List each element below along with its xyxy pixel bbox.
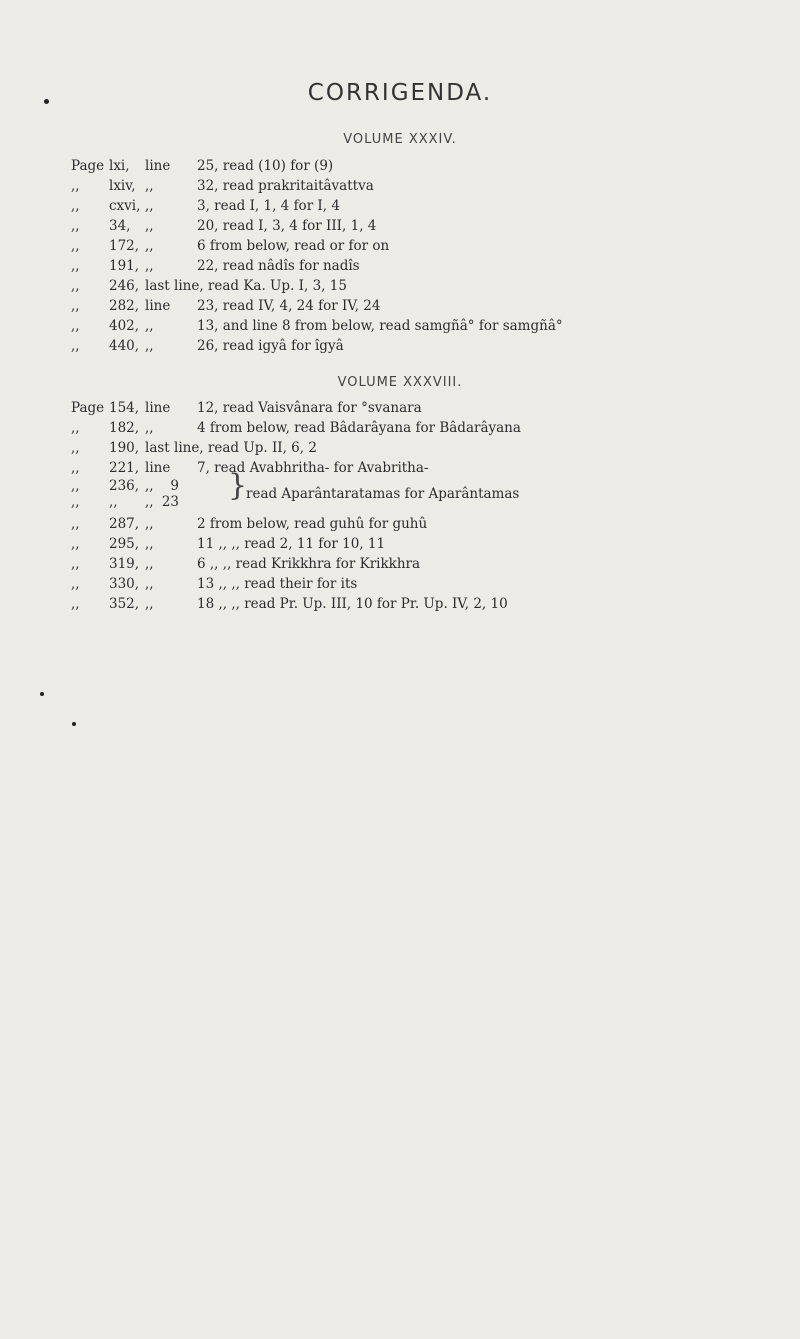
brace-note: read Aparântaratamas for Aparântamas <box>246 486 520 502</box>
entry-row: ,, 182, ,, 4 from below, read Bâdarâyana for Bâdarâyana <box>71 420 521 436</box>
entry-row: ,, lxiv, ,, 32, read prakritaitâvattva <box>71 178 374 194</box>
volume-heading-xxxviii: VOLUME XXXVIII. <box>337 375 463 390</box>
entry-row: ,, 34, ,, 20, read I, 3, 4 for III, 1, 4 <box>71 218 377 234</box>
entry-row: ,, 319, ,, 6 ,, ,, read Krikkhra for Krikkhra <box>71 556 421 572</box>
entry-row: Page lxi, line 25, read (10) for (9) <box>71 158 334 174</box>
entry-row: Page 154, line 12, read Vaisvânara for °svanara <box>71 400 422 416</box>
entry-row: ,, 236, ,, 9 <box>71 478 179 494</box>
brace-glyph: } <box>228 468 248 503</box>
volume-heading-xxxiv: VOLUME XXXIV. <box>343 132 457 147</box>
ink-spot <box>40 692 44 696</box>
entry-row: ,, 282, line 23, read IV, 4, 24 for IV, 24 <box>71 298 381 314</box>
entry-row: ,, 402, ,, 13, and line 8 from below, read samgñâ° for samgñâ° <box>71 318 563 334</box>
entry-row: ,, 440, ,, 26, read igyâ for îgyâ <box>71 338 344 354</box>
entry-row: ,, 295, ,, 11 ,, ,, read 2, 11 for 10, 11 <box>71 536 386 552</box>
entry-row: ,, 221, line 7, read Avabhritha- for Avabritha- <box>71 460 429 476</box>
entry-row: ,, ,, ,, 23 <box>71 494 179 510</box>
entry-row: ,, cxvi, ,, 3, read I, 1, 4 for I, 4 <box>71 198 340 214</box>
page-title: CORRIGENDA. <box>307 80 493 106</box>
entry-row: ,, 190, last line, read Up. II, 6, 2 <box>71 440 317 456</box>
entry-row: ,, 352, ,, 18 ,, ,, read Pr. Up. III, 10 for Pr. Up. IV, 2, 10 <box>71 596 508 612</box>
entry-row: ,, 287, ,, 2 from below, read guhû for guhû <box>71 516 428 532</box>
entry-row: ,, 172, ,, 6 from below, read or for on <box>71 238 390 254</box>
entry-row: ,, 191, ,, 22, read nâdîs for nadîs <box>71 258 360 274</box>
ink-spot <box>72 722 76 726</box>
entry-row: ,, 246, last line, read Ka. Up. I, 3, 15 <box>71 278 347 294</box>
entry-row: ,, 330, ,, 13 ,, ,, read their for its <box>71 576 358 592</box>
